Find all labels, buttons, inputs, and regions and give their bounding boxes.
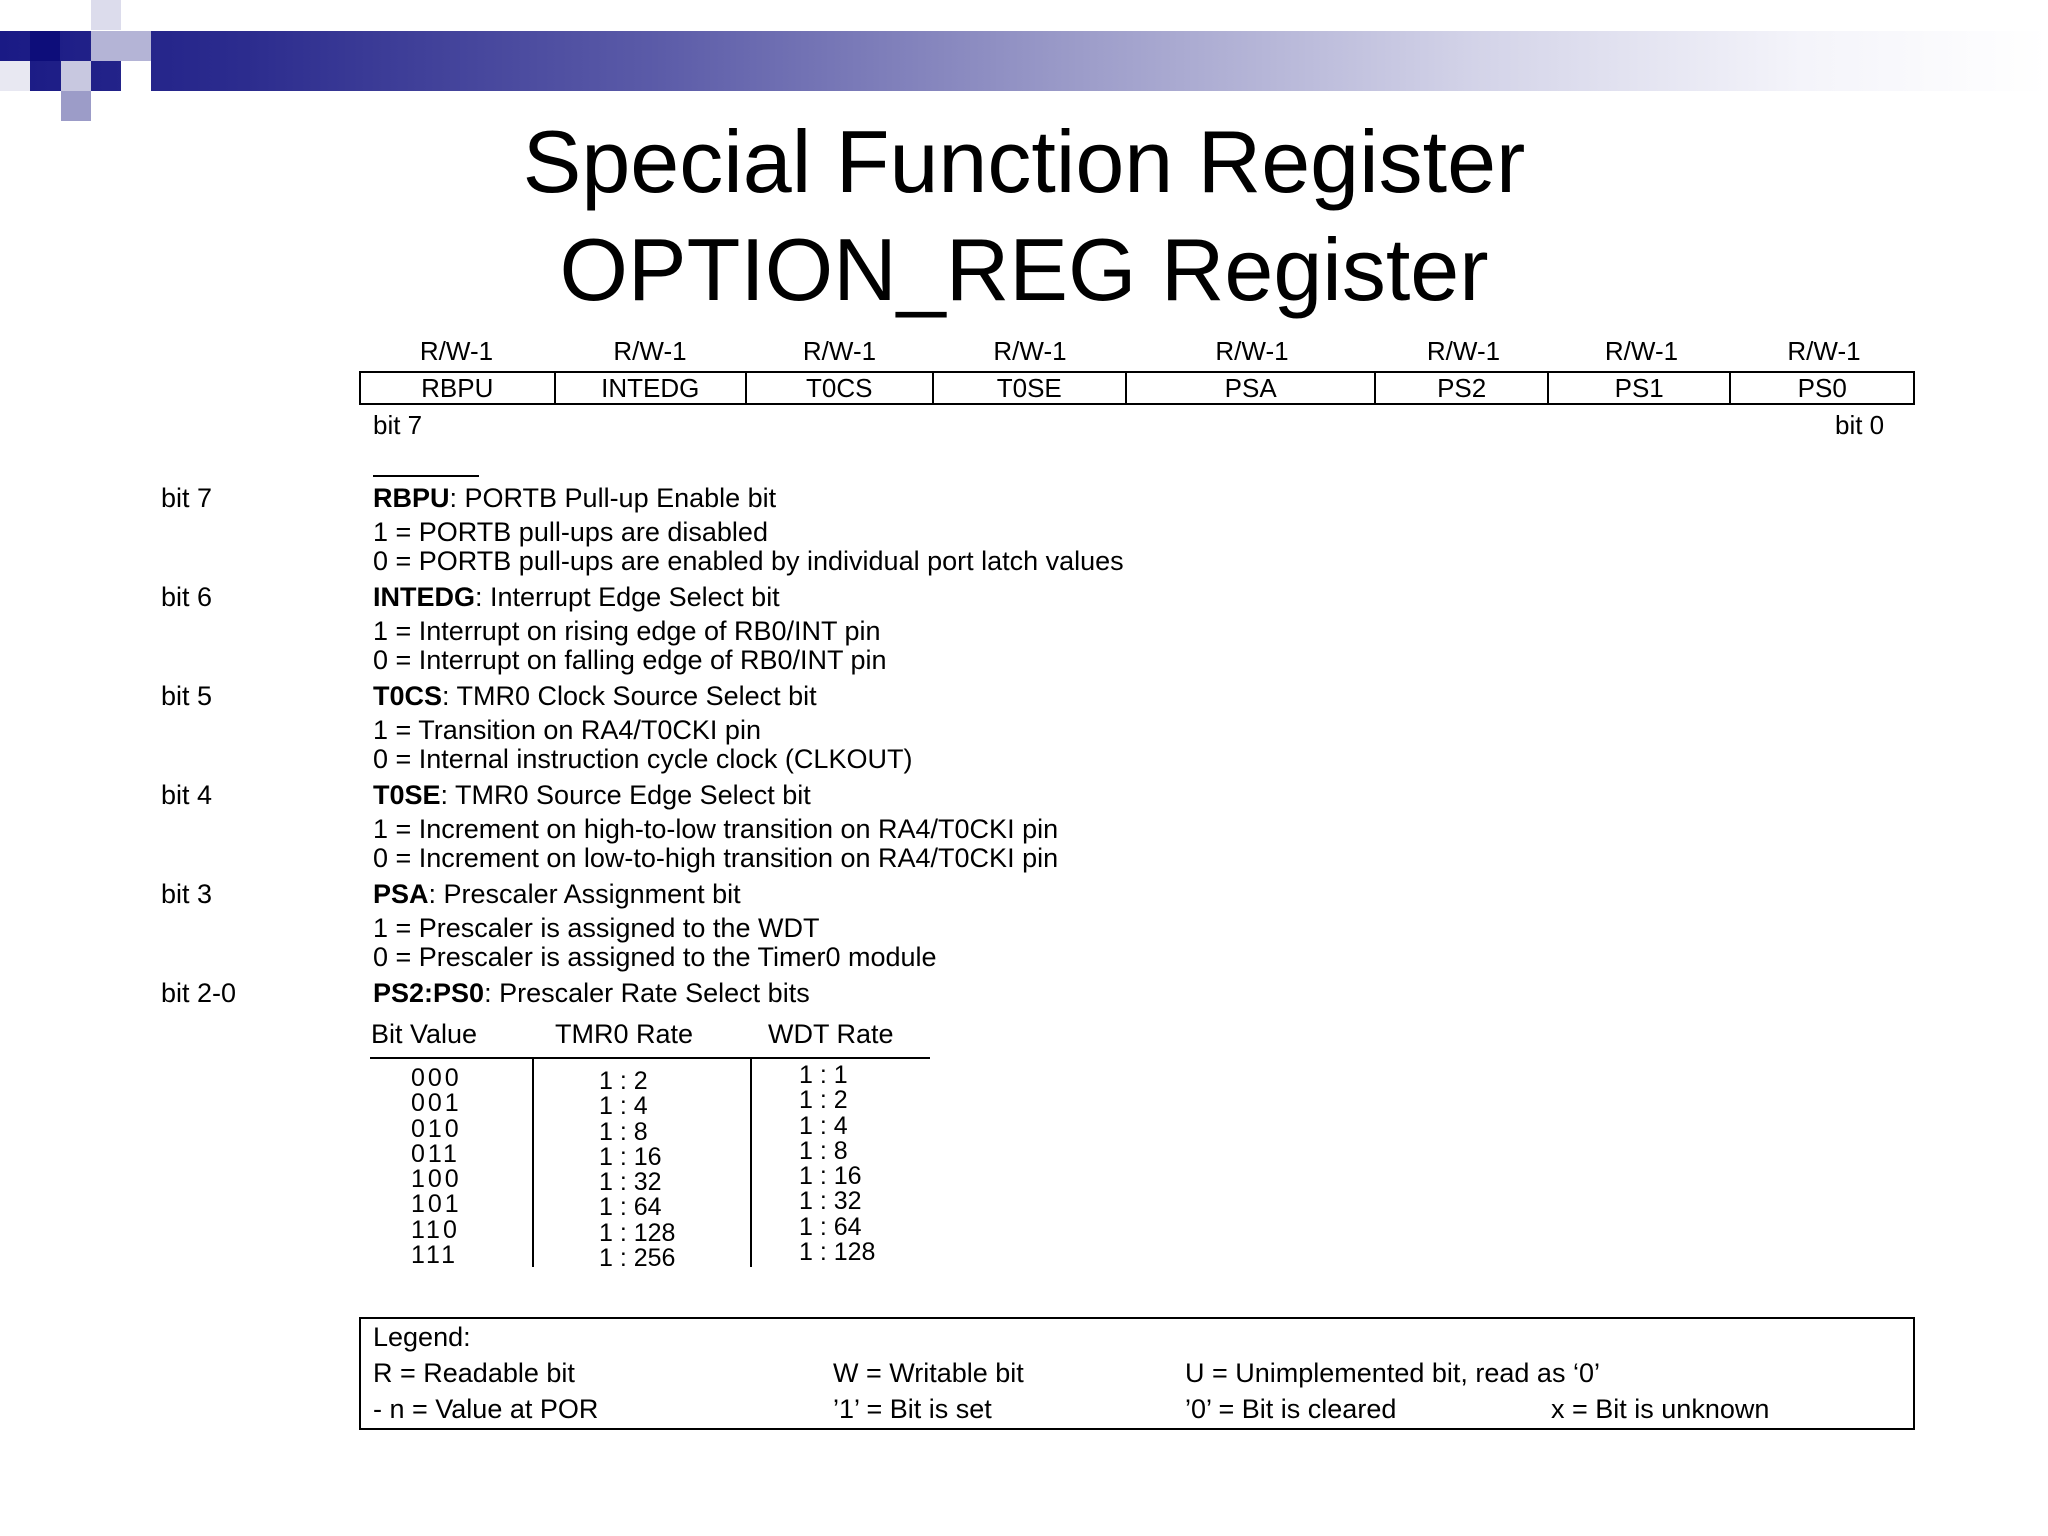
table-cell: 001 (411, 1089, 462, 1118)
bit-value-0-text: 0 = Interrupt on falling edge of RB0/INT pin (373, 645, 887, 675)
bit-title-text: : Prescaler Rate Select bits (484, 978, 810, 1008)
register-bit-ps0: PS0 (1797, 373, 1847, 403)
table-cell: 1 : 8 (799, 1136, 848, 1165)
legend-unimplemented: U = Unimplemented bit, read as ‘0’ (1185, 1358, 1600, 1388)
legend-bit-set: ’1’ = Bit is set (833, 1394, 992, 1424)
access-label: R/W-1 (1604, 336, 1679, 366)
table-cell: 101 (411, 1190, 462, 1219)
bit-value-1-text: 1 = Interrupt on rising edge of RB0/INT pin (373, 616, 881, 646)
bit-title-text: : TMR0 Source Edge Select bit (440, 780, 811, 810)
rbpu-overline (373, 475, 479, 477)
register-bit-t0se: T0SE (934, 373, 1128, 403)
table-cell: 1 : 128 (799, 1238, 876, 1267)
prescaler-header-tmr0-rate: TMR0 Rate (555, 1019, 694, 1049)
bit-description-title (373, 582, 780, 612)
bit-label: bit 7 (161, 483, 213, 513)
legend-bit-unknown: x = Bit is unknown (1551, 1394, 1770, 1424)
bit-label: bit 3 (161, 879, 213, 909)
bit-title-text: : PORTB Pull-up Enable bit (449, 483, 777, 513)
bit-value-1-text: 1 = PORTB pull-ups are disabled (373, 517, 768, 547)
table-cell: 111 (411, 1241, 459, 1270)
bit-value-1-text: 1 = Prescaler is assigned to the WDT (373, 913, 820, 943)
bit-description-title (373, 483, 776, 513)
bit-description-title (373, 780, 811, 810)
register-bit-ps2: PS2 (1376, 373, 1549, 403)
legend-por: - n = Value at POR (373, 1394, 599, 1424)
table-cell: 1 : 4 (799, 1111, 848, 1140)
table-cell: 011 (411, 1139, 460, 1168)
header-decor-square (91, 31, 151, 61)
bit-title-text: : TMR0 Clock Source Select bit (442, 681, 817, 711)
bit-name: INTEDG (373, 582, 476, 612)
bit-title-text: : Interrupt Edge Select bit (475, 582, 780, 612)
bit-value-0-text: 0 = PORTB pull-ups are enabled by individual port latch values (373, 546, 1124, 576)
register-msb-label: bit 7 (373, 410, 423, 440)
bit-name: PSA (373, 879, 429, 909)
bit-description-title (373, 978, 810, 1008)
table-cell: 1 : 64 (599, 1193, 662, 1222)
bit-name: T0CS (373, 681, 443, 711)
table-cell: 1 : 2 (599, 1067, 648, 1095)
slide-title-line2: OPTION_REG Register (559, 220, 1489, 319)
table-cell: 1 : 16 (799, 1162, 862, 1191)
register-lsb-label: bit 0 (1835, 410, 1885, 440)
legend-readable: R = Readable bit (373, 1358, 575, 1388)
register-bit-ps1: PS1 (1549, 373, 1732, 403)
table-cell: 000 (411, 1064, 462, 1092)
header-decor-square (61, 61, 91, 91)
register-bit-rbpu: RBPU (361, 373, 556, 403)
bit-label: bit 4 (161, 780, 213, 810)
header-decor-square (91, 0, 121, 30)
access-label: R/W-1 (613, 336, 687, 366)
register-bit-intedg: INTEDG (556, 373, 748, 403)
legend-bit-cleared: ’0’ = Bit is cleared (1185, 1394, 1397, 1424)
bit-description-title (373, 681, 817, 711)
access-label: R/W-1 (1215, 336, 1289, 366)
legend-box (359, 1317, 1915, 1430)
access-label: R/W-1 (802, 336, 877, 366)
header-decor-square (121, 61, 151, 91)
bit-label: bit 2-0 (161, 978, 237, 1008)
access-label: R/W-1 (993, 336, 1067, 366)
table-cell: 1 : 32 (599, 1168, 662, 1197)
access-label: R/W-1 (419, 336, 494, 366)
bit-value-1-text: 1 = Increment on high-to-low transition on RA4/T0CKI pin (373, 814, 1059, 844)
legend-writable: W = Writable bit (833, 1358, 1024, 1388)
header-gradient-band (0, 31, 2048, 91)
bit-description-title (373, 879, 741, 909)
bit-value-0-text: 0 = Internal instruction cycle clock (CLKOUT) (373, 744, 913, 774)
prescaler-bit-value-column (411, 1066, 462, 1268)
bit-name: PS2:PS0 (373, 978, 485, 1008)
table-cell: 110 (411, 1215, 460, 1244)
table-cell: 1 : 128 (599, 1218, 676, 1247)
table-cell: 1 : 16 (599, 1142, 662, 1171)
table-cell: 1 : 32 (799, 1187, 862, 1216)
table-cell: 1 : 256 (599, 1244, 676, 1273)
bit-label: bit 6 (161, 582, 213, 612)
slide-title (0, 108, 2048, 324)
prescaler-wdt-rate-column (799, 1063, 875, 1265)
register-bit-t0cs: T0CS (747, 373, 934, 403)
bit-value-0-text: 0 = Prescaler is assigned to the Timer0 module (373, 942, 937, 972)
register-bit-psa: PSA (1127, 373, 1376, 403)
prescaler-column-divider (750, 1059, 752, 1267)
table-cell: 1 : 4 (599, 1092, 648, 1121)
prescaler-header-wdt-rate: WDT Rate (768, 1019, 894, 1049)
bit-name: RBPU (373, 483, 450, 513)
bit-name: T0SE (373, 780, 441, 810)
register-bit-box (359, 371, 1915, 405)
bit-value-0-text: 0 = Increment on low-to-high transition on RA4/T0CKI pin (373, 843, 1059, 873)
legend-heading: Legend: (373, 1322, 471, 1352)
header-decor-square (30, 31, 60, 61)
table-cell: 010 (411, 1114, 462, 1143)
register-access-row (359, 336, 1915, 370)
bit-title-text: : Prescaler Assignment bit (428, 879, 741, 909)
bit-label: bit 5 (161, 681, 213, 711)
access-label: R/W-1 (1787, 336, 1861, 366)
bit-value-1-text: 1 = Transition on RA4/T0CKI pin (373, 715, 761, 745)
prescaler-header-bit-value: Bit Value (371, 1019, 478, 1049)
table-cell: 100 (411, 1165, 462, 1194)
prescaler-tmr0-rate-column (599, 1069, 675, 1271)
prescaler-column-divider (532, 1059, 534, 1267)
access-label: R/W-1 (1426, 336, 1501, 366)
table-cell: 1 : 64 (799, 1212, 862, 1241)
header-decor-square (0, 61, 30, 91)
prescaler-header-rule (370, 1057, 930, 1059)
table-cell: 1 : 1 (799, 1061, 848, 1089)
slide-title-line1: Special Function Register (522, 112, 1526, 211)
table-cell: 1 : 8 (599, 1117, 648, 1146)
table-cell: 1 : 2 (799, 1086, 848, 1115)
